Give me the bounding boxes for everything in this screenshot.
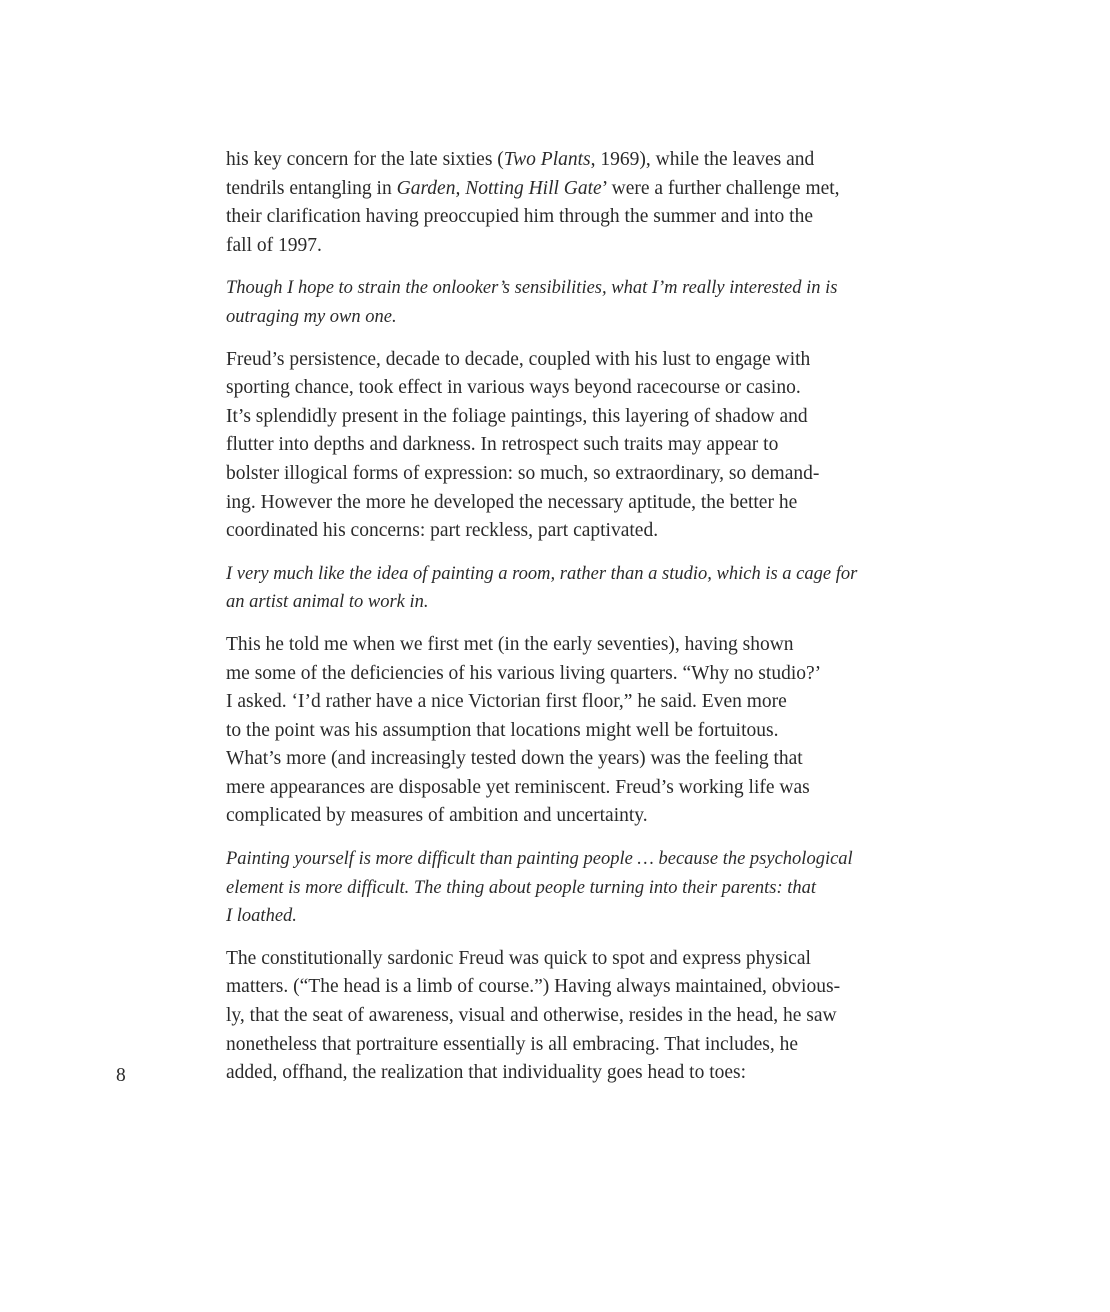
text-line bbox=[226, 489, 886, 518]
quote-paragraph bbox=[226, 845, 886, 931]
text-segment: The constitutionally sardonic Freud was quick to spot and express physical bbox=[226, 947, 811, 969]
text-segment: Freud’s persistence, decade to decade, coupled with his lust to engage with bbox=[226, 348, 811, 370]
text-segment: to the point was his assumption that locations might well be fortuitous. bbox=[226, 719, 779, 741]
text-line bbox=[226, 517, 886, 546]
quote-paragraph bbox=[226, 560, 886, 617]
italic-title: Two Plants bbox=[503, 149, 591, 170]
text-segment: an artist animal to work in. bbox=[226, 592, 429, 613]
text-line bbox=[226, 945, 886, 974]
text-line bbox=[226, 745, 886, 774]
text-segment: added, offhand, the realization that individuality goes head to toes: bbox=[226, 1062, 747, 1084]
text-segment: tendrils entangling in bbox=[226, 177, 397, 199]
text-line bbox=[226, 902, 886, 931]
text-line bbox=[226, 274, 886, 303]
body-paragraph bbox=[226, 945, 886, 1088]
text-segment: , 1969), while the leaves and bbox=[590, 149, 815, 170]
text-segment: flutter into depths and darkness. In retrospect such traits may appear to bbox=[226, 434, 779, 456]
text-line bbox=[226, 688, 886, 717]
text-segment: outraging my own one. bbox=[226, 306, 397, 327]
text-segment: complicated by measures of ambition and uncertainty. bbox=[226, 805, 648, 827]
text-line bbox=[226, 232, 886, 261]
text-segment: What’s more (and increasingly tested down the years) was the feeling that bbox=[226, 748, 803, 770]
text-line bbox=[226, 346, 886, 375]
text-line bbox=[226, 588, 886, 617]
text-segment: their clarification having preoccupied him through the summer and into the bbox=[226, 206, 813, 228]
text-line bbox=[226, 631, 886, 660]
text-segment: me some of the deficiencies of his various living quarters. “Why no studio?’ bbox=[226, 662, 822, 684]
text-segment: coordinated his concerns: part reckless, part captivated. bbox=[226, 520, 659, 542]
text-line bbox=[226, 303, 886, 332]
text-segment: It’s splendidly present in the foliage paintings, this layering of shadow and bbox=[226, 405, 808, 427]
text-line bbox=[226, 203, 886, 232]
text-segment: Painting yourself is more difficult than painting people … because the psychological bbox=[226, 849, 853, 870]
page-number: 8 bbox=[116, 1065, 126, 1086]
text-segment: fall of 1997. bbox=[226, 234, 322, 256]
text-line bbox=[226, 973, 886, 1002]
text-line bbox=[226, 460, 886, 489]
text-segment: matters. (“The head is a limb of course.”) Having always maintained, obvious- bbox=[226, 976, 841, 998]
text-line bbox=[226, 175, 886, 204]
text-line bbox=[226, 660, 886, 689]
text-segment: ’ were a further challenge met, bbox=[601, 177, 840, 199]
text-line bbox=[226, 1031, 886, 1060]
text-segment: bolster illogical forms of expression: so much, so extraordinary, so demand- bbox=[226, 462, 820, 484]
text-segment: element is more difficult. The thing about people turning into their parents: that bbox=[226, 877, 817, 898]
body-paragraph bbox=[226, 631, 886, 831]
text-line bbox=[226, 403, 886, 432]
text-line bbox=[226, 146, 886, 175]
text-line bbox=[226, 560, 886, 589]
text-segment: nonetheless that portraiture essentially is all embracing. That includes, he bbox=[226, 1033, 799, 1055]
text-segment: ly, that the seat of awareness, visual and otherwise, resides in the head, he saw bbox=[226, 1005, 837, 1027]
text-segment: This he told me when we first met (in the early seventies), having shown bbox=[226, 633, 794, 655]
text-segment: sporting chance, took effect in various ways beyond racecourse or casino. bbox=[226, 377, 801, 399]
text-line bbox=[226, 802, 886, 831]
text-line bbox=[226, 1002, 886, 1031]
text-segment: ing. However the more he developed the necessary aptitude, the better he bbox=[226, 491, 798, 513]
text-segment: Though I hope to strain the onlooker’s sensibilities, what I’m really interested in is bbox=[226, 278, 838, 299]
text-segment: I loathed. bbox=[226, 906, 297, 927]
quote-paragraph bbox=[226, 274, 886, 331]
italic-title: Garden, Notting Hill Gate bbox=[396, 177, 602, 199]
text-segment: his key concern for the late sixties ( bbox=[226, 149, 504, 170]
text-segment: I very much like the idea of painting a room, rather than a studio, which is a cage for bbox=[226, 563, 858, 584]
text-line bbox=[226, 1059, 886, 1088]
text-line bbox=[226, 874, 886, 903]
text-line bbox=[226, 717, 886, 746]
text-line bbox=[226, 774, 886, 803]
text-line bbox=[226, 845, 886, 874]
text-column bbox=[226, 146, 886, 1102]
text-segment: I asked. ‘I’d rather have a nice Victorian first floor,” he said. Even more bbox=[226, 691, 787, 713]
body-paragraph bbox=[226, 346, 886, 546]
text-line bbox=[226, 374, 886, 403]
text-line bbox=[226, 431, 886, 460]
text-segment: mere appearances are disposable yet reminiscent. Freud’s working life was bbox=[226, 776, 810, 798]
body-paragraph bbox=[226, 146, 886, 260]
